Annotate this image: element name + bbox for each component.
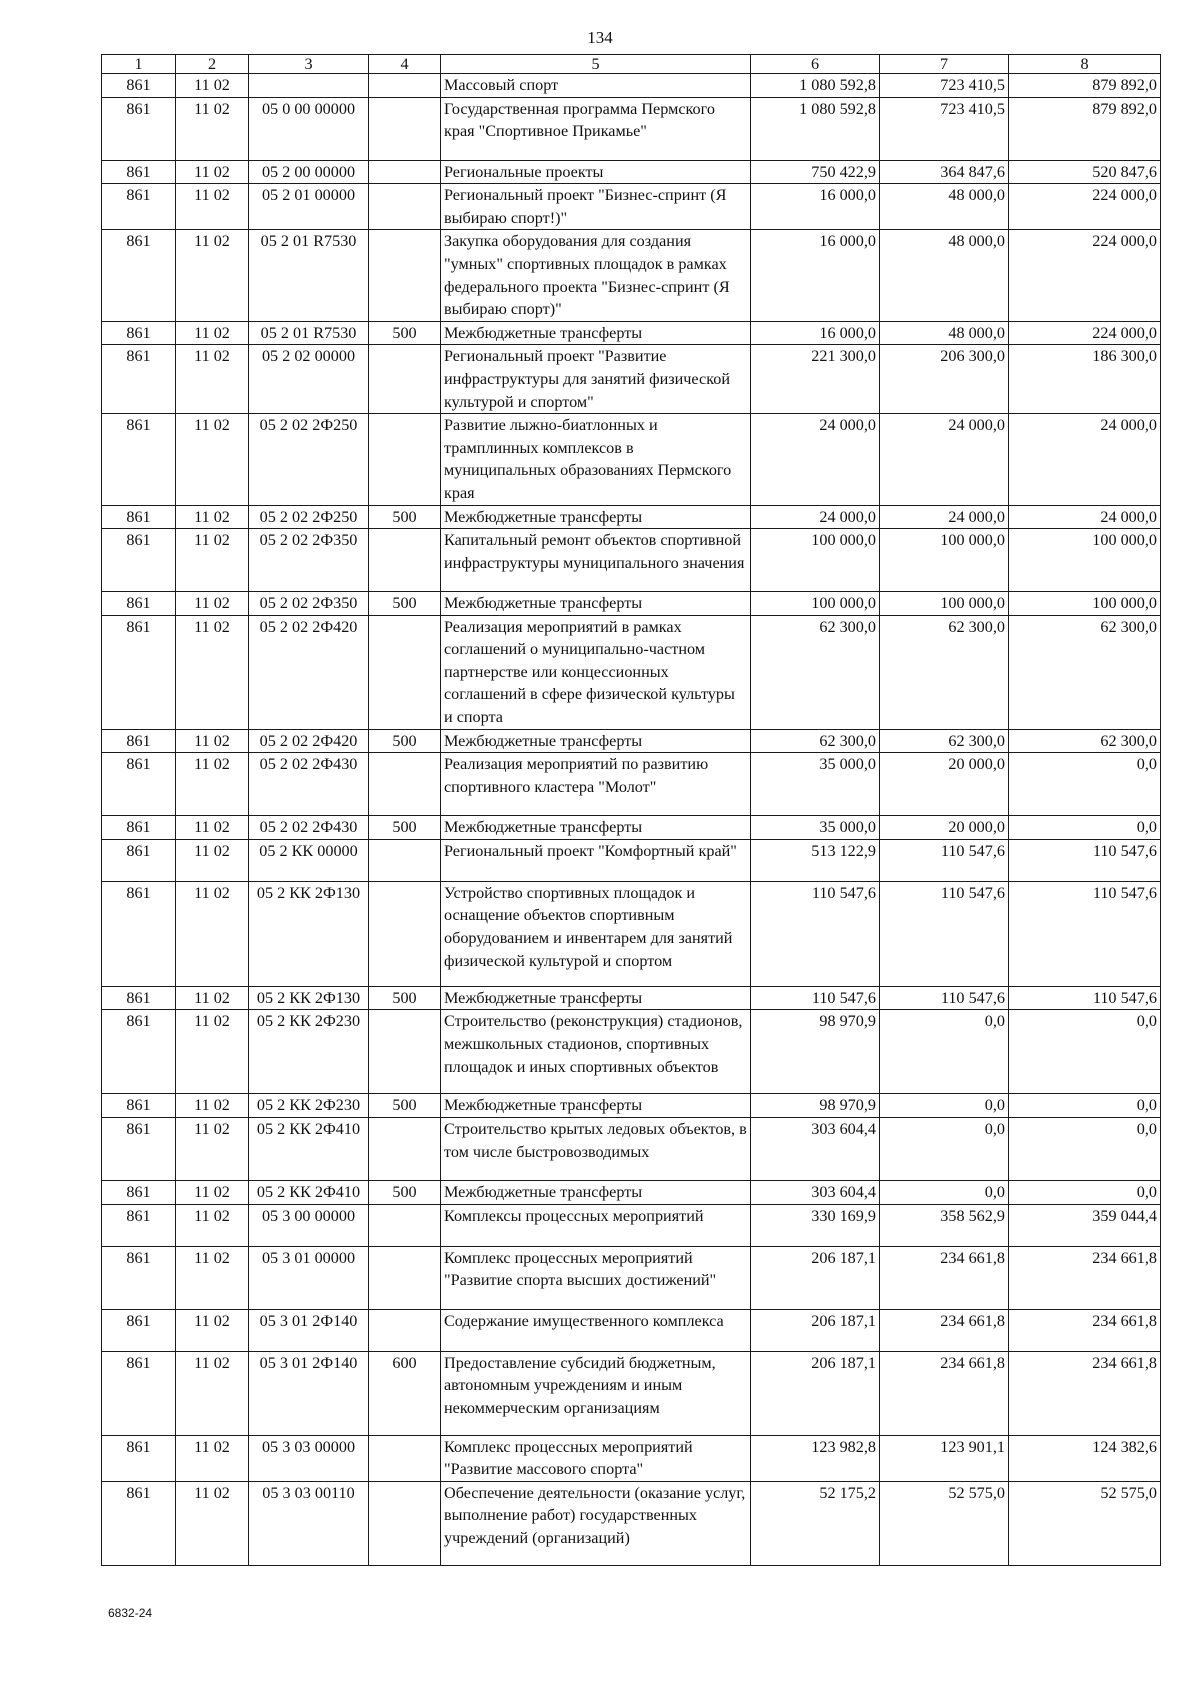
cell-expense-type xyxy=(369,414,441,505)
cell-amount-year-3: 224 000,0 xyxy=(1009,230,1161,321)
column-header-5: 5 xyxy=(441,55,751,74)
table-row xyxy=(102,986,1161,1010)
cell-amount-year-2: 234 661,8 xyxy=(880,1351,1009,1435)
cell-amount-year-2: 24 000,0 xyxy=(880,505,1009,529)
table-row xyxy=(102,414,1161,505)
cell-amount-year-1: 1 080 592,8 xyxy=(751,97,880,160)
cell-amount-year-1: 35 000,0 xyxy=(751,753,880,816)
table-row xyxy=(102,592,1161,616)
cell-expense-type xyxy=(369,1481,441,1565)
cell-amount-year-2: 234 661,8 xyxy=(880,1309,1009,1351)
table-row xyxy=(102,1118,1161,1181)
cell-amount-year-3: 234 661,8 xyxy=(1009,1309,1161,1351)
cell-amount-year-2: 100 000,0 xyxy=(880,529,1009,592)
cell-ministry-code: 861 xyxy=(102,592,176,616)
budget-table xyxy=(101,54,1161,1566)
cell-section-code: 11 02 xyxy=(176,160,249,184)
cell-section-code: 11 02 xyxy=(176,753,249,816)
cell-target-article: 05 2 02 2Ф250 xyxy=(249,414,369,505)
cell-target-article: 05 2 02 2Ф420 xyxy=(249,729,369,753)
cell-amount-year-2: 52 575,0 xyxy=(880,1481,1009,1565)
cell-amount-year-3: 62 300,0 xyxy=(1009,615,1161,729)
cell-section-code: 11 02 xyxy=(176,414,249,505)
table-row xyxy=(102,321,1161,345)
cell-description: Межбюджетные трансферты xyxy=(441,729,751,753)
cell-ministry-code: 861 xyxy=(102,97,176,160)
cell-ministry-code: 861 xyxy=(102,1181,176,1205)
cell-target-article: 05 2 КК 2Ф410 xyxy=(249,1181,369,1205)
cell-expense-type xyxy=(369,1010,441,1094)
cell-target-article: 05 3 00 00000 xyxy=(249,1204,369,1246)
cell-ministry-code: 861 xyxy=(102,1118,176,1181)
cell-section-code: 11 02 xyxy=(176,97,249,160)
cell-target-article: 05 2 01 00000 xyxy=(249,184,369,230)
cell-amount-year-2: 62 300,0 xyxy=(880,615,1009,729)
cell-ministry-code: 861 xyxy=(102,505,176,529)
cell-expense-type xyxy=(369,345,441,414)
cell-ministry-code: 861 xyxy=(102,1481,176,1565)
cell-amount-year-3: 0,0 xyxy=(1009,816,1161,840)
cell-amount-year-3: 110 547,6 xyxy=(1009,839,1161,881)
cell-amount-year-2: 24 000,0 xyxy=(880,414,1009,505)
cell-section-code: 11 02 xyxy=(176,1181,249,1205)
cell-amount-year-1: 206 187,1 xyxy=(751,1309,880,1351)
cell-amount-year-1: 100 000,0 xyxy=(751,529,880,592)
cell-amount-year-2: 62 300,0 xyxy=(880,729,1009,753)
table-row xyxy=(102,839,1161,881)
column-header-1: 1 xyxy=(102,55,176,74)
cell-target-article: 05 2 02 2Ф350 xyxy=(249,529,369,592)
table-body xyxy=(102,74,1161,1566)
cell-amount-year-1: 16 000,0 xyxy=(751,230,880,321)
cell-expense-type: 500 xyxy=(369,729,441,753)
cell-expense-type xyxy=(369,230,441,321)
cell-description: Реализация мероприятий в рамках соглашений о муниципально-частном партнерстве или концессионных соглашений в сфере физической культуры и спорта xyxy=(441,615,751,729)
cell-amount-year-1: 62 300,0 xyxy=(751,729,880,753)
cell-target-article: 05 2 КК 2Ф130 xyxy=(249,881,369,986)
cell-description: Комплекс процессных мероприятий "Развитие массового спорта" xyxy=(441,1435,751,1481)
cell-amount-year-2: 20 000,0 xyxy=(880,816,1009,840)
cell-target-article: 05 2 КК 2Ф230 xyxy=(249,1010,369,1094)
table-row xyxy=(102,1010,1161,1094)
cell-amount-year-3: 24 000,0 xyxy=(1009,505,1161,529)
cell-target-article: 05 3 01 2Ф140 xyxy=(249,1309,369,1351)
cell-expense-type xyxy=(369,97,441,160)
cell-amount-year-3: 234 661,8 xyxy=(1009,1351,1161,1435)
cell-description: Обеспечение деятельности (оказание услуг, выполнение работ) государственных учреждений (организаций) xyxy=(441,1481,751,1565)
cell-amount-year-2: 48 000,0 xyxy=(880,321,1009,345)
cell-ministry-code: 861 xyxy=(102,816,176,840)
cell-amount-year-1: 16 000,0 xyxy=(751,184,880,230)
cell-amount-year-2: 364 847,6 xyxy=(880,160,1009,184)
table-row xyxy=(102,1481,1161,1565)
cell-description: Строительство крытых ледовых объектов, в том числе быстровозводимых xyxy=(441,1118,751,1181)
cell-target-article: 05 2 01 R7530 xyxy=(249,321,369,345)
table-row xyxy=(102,729,1161,753)
cell-expense-type xyxy=(369,1118,441,1181)
cell-amount-year-1: 98 970,9 xyxy=(751,1010,880,1094)
cell-section-code: 11 02 xyxy=(176,615,249,729)
cell-amount-year-2: 110 547,6 xyxy=(880,986,1009,1010)
cell-amount-year-2: 358 562,9 xyxy=(880,1204,1009,1246)
cell-amount-year-3: 110 547,6 xyxy=(1009,986,1161,1010)
cell-description: Предоставление субсидий бюджетным, автономным учреждениям и иным некоммерческим организациям xyxy=(441,1351,751,1435)
cell-expense-type xyxy=(369,753,441,816)
cell-amount-year-1: 330 169,9 xyxy=(751,1204,880,1246)
cell-ministry-code: 861 xyxy=(102,839,176,881)
cell-expense-type xyxy=(369,1309,441,1351)
cell-section-code: 11 02 xyxy=(176,74,249,98)
cell-amount-year-1: 24 000,0 xyxy=(751,414,880,505)
page-number: 134 xyxy=(587,28,613,47)
cell-ministry-code: 861 xyxy=(102,1094,176,1118)
cell-target-article: 05 3 03 00000 xyxy=(249,1435,369,1481)
cell-description: Реализация мероприятий по развитию спортивного кластера "Молот" xyxy=(441,753,751,816)
cell-amount-year-2: 20 000,0 xyxy=(880,753,1009,816)
cell-section-code: 11 02 xyxy=(176,321,249,345)
cell-expense-type: 500 xyxy=(369,505,441,529)
cell-amount-year-1: 1 080 592,8 xyxy=(751,74,880,98)
cell-description: Межбюджетные трансферты xyxy=(441,321,751,345)
cell-amount-year-1: 221 300,0 xyxy=(751,345,880,414)
table-row xyxy=(102,230,1161,321)
column-header-7: 7 xyxy=(880,55,1009,74)
cell-expense-type: 500 xyxy=(369,986,441,1010)
table-row xyxy=(102,1351,1161,1435)
cell-amount-year-3: 24 000,0 xyxy=(1009,414,1161,505)
cell-ministry-code: 861 xyxy=(102,1435,176,1481)
cell-target-article: 05 2 02 00000 xyxy=(249,345,369,414)
cell-amount-year-3: 520 847,6 xyxy=(1009,160,1161,184)
cell-section-code: 11 02 xyxy=(176,986,249,1010)
header-row xyxy=(102,55,1161,74)
cell-amount-year-2: 100 000,0 xyxy=(880,592,1009,616)
table-row xyxy=(102,345,1161,414)
cell-amount-year-1: 16 000,0 xyxy=(751,321,880,345)
cell-amount-year-1: 206 187,1 xyxy=(751,1351,880,1435)
cell-expense-type xyxy=(369,184,441,230)
column-header-2: 2 xyxy=(176,55,249,74)
cell-target-article: 05 2 00 00000 xyxy=(249,160,369,184)
cell-expense-type xyxy=(369,160,441,184)
cell-amount-year-2: 0,0 xyxy=(880,1181,1009,1205)
cell-target-article: 05 3 01 2Ф140 xyxy=(249,1351,369,1435)
cell-expense-type: 500 xyxy=(369,592,441,616)
cell-description: Развитие лыжно-биатлонных и трамплинных комплексов в муниципальных образованиях Пермского края xyxy=(441,414,751,505)
cell-amount-year-3: 879 892,0 xyxy=(1009,97,1161,160)
cell-ministry-code: 861 xyxy=(102,1351,176,1435)
cell-section-code: 11 02 xyxy=(176,1435,249,1481)
table-row xyxy=(102,1246,1161,1309)
table-row xyxy=(102,816,1161,840)
cell-amount-year-2: 48 000,0 xyxy=(880,230,1009,321)
cell-description: Государственная программа Пермского края "Спортивное Прикамье" xyxy=(441,97,751,160)
cell-amount-year-3: 124 382,6 xyxy=(1009,1435,1161,1481)
cell-section-code: 11 02 xyxy=(176,184,249,230)
cell-amount-year-1: 24 000,0 xyxy=(751,505,880,529)
table-row xyxy=(102,97,1161,160)
cell-description: Закупка оборудования для создания "умных" спортивных площадок в рамках федерального проекта "Бизнес-спринт (Я выбираю спорт)" xyxy=(441,230,751,321)
cell-expense-type: 500 xyxy=(369,321,441,345)
table-row xyxy=(102,1435,1161,1481)
cell-section-code: 11 02 xyxy=(176,729,249,753)
cell-amount-year-3: 359 044,4 xyxy=(1009,1204,1161,1246)
cell-description: Массовый спорт xyxy=(441,74,751,98)
cell-amount-year-1: 110 547,6 xyxy=(751,986,880,1010)
cell-amount-year-3: 224 000,0 xyxy=(1009,184,1161,230)
cell-description: Межбюджетные трансферты xyxy=(441,1181,751,1205)
table-row xyxy=(102,160,1161,184)
cell-ministry-code: 861 xyxy=(102,321,176,345)
cell-target-article: 05 2 02 2Ф350 xyxy=(249,592,369,616)
cell-amount-year-2: 48 000,0 xyxy=(880,184,1009,230)
table-row xyxy=(102,1181,1161,1205)
cell-ministry-code: 861 xyxy=(102,1010,176,1094)
cell-amount-year-1: 100 000,0 xyxy=(751,592,880,616)
table-row xyxy=(102,1309,1161,1351)
cell-amount-year-2: 723 410,5 xyxy=(880,97,1009,160)
cell-section-code: 11 02 xyxy=(176,839,249,881)
cell-expense-type xyxy=(369,529,441,592)
cell-amount-year-1: 98 970,9 xyxy=(751,1094,880,1118)
cell-amount-year-2: 206 300,0 xyxy=(880,345,1009,414)
cell-section-code: 11 02 xyxy=(176,345,249,414)
table-row xyxy=(102,529,1161,592)
cell-amount-year-2: 123 901,1 xyxy=(880,1435,1009,1481)
cell-section-code: 11 02 xyxy=(176,592,249,616)
cell-section-code: 11 02 xyxy=(176,1351,249,1435)
cell-description: Комплексы процессных мероприятий xyxy=(441,1204,751,1246)
cell-description: Региональный проект "Комфортный край" xyxy=(441,839,751,881)
cell-ministry-code: 861 xyxy=(102,615,176,729)
cell-target-article: 05 2 КК 2Ф130 xyxy=(249,986,369,1010)
cell-target-article: 05 2 КК 2Ф410 xyxy=(249,1118,369,1181)
cell-amount-year-2: 0,0 xyxy=(880,1094,1009,1118)
cell-expense-type: 500 xyxy=(369,816,441,840)
cell-expense-type xyxy=(369,1204,441,1246)
document-code: 6832-24 xyxy=(108,1606,153,1620)
cell-description: Межбюджетные трансферты xyxy=(441,1094,751,1118)
cell-ministry-code: 861 xyxy=(102,230,176,321)
cell-amount-year-2: 110 547,6 xyxy=(880,839,1009,881)
cell-amount-year-3: 234 661,8 xyxy=(1009,1246,1161,1309)
cell-section-code: 11 02 xyxy=(176,881,249,986)
table-row xyxy=(102,1094,1161,1118)
cell-target-article xyxy=(249,74,369,98)
cell-target-article: 05 2 КК 00000 xyxy=(249,839,369,881)
cell-ministry-code: 861 xyxy=(102,184,176,230)
cell-section-code: 11 02 xyxy=(176,1094,249,1118)
cell-description: Устройство спортивных площадок и оснащение объектов спортивным оборудованием и инвентарем для занятий физической культурой и спортом xyxy=(441,881,751,986)
cell-expense-type xyxy=(369,74,441,98)
cell-amount-year-1: 303 604,4 xyxy=(751,1118,880,1181)
cell-target-article: 05 2 01 R7530 xyxy=(249,230,369,321)
cell-expense-type xyxy=(369,1435,441,1481)
cell-description: Капитальный ремонт объектов спортивной инфраструктуры муниципального значения xyxy=(441,529,751,592)
cell-description: Межбюджетные трансферты xyxy=(441,505,751,529)
cell-expense-type: 500 xyxy=(369,1181,441,1205)
cell-amount-year-3: 100 000,0 xyxy=(1009,529,1161,592)
cell-ministry-code: 861 xyxy=(102,1309,176,1351)
cell-target-article: 05 2 02 2Ф430 xyxy=(249,816,369,840)
column-header-3: 3 xyxy=(249,55,369,74)
cell-amount-year-1: 110 547,6 xyxy=(751,881,880,986)
cell-expense-type: 600 xyxy=(369,1351,441,1435)
cell-amount-year-3: 224 000,0 xyxy=(1009,321,1161,345)
cell-section-code: 11 02 xyxy=(176,816,249,840)
table-row xyxy=(102,1204,1161,1246)
cell-description: Региональный проект "Развитие инфраструктуры для занятий физической культурой и спортом" xyxy=(441,345,751,414)
cell-ministry-code: 861 xyxy=(102,753,176,816)
cell-amount-year-1: 123 982,8 xyxy=(751,1435,880,1481)
cell-ministry-code: 861 xyxy=(102,345,176,414)
cell-section-code: 11 02 xyxy=(176,505,249,529)
cell-description: Содержание имущественного комплекса xyxy=(441,1309,751,1351)
cell-amount-year-1: 750 422,9 xyxy=(751,160,880,184)
table-row xyxy=(102,74,1161,98)
cell-amount-year-3: 879 892,0 xyxy=(1009,74,1161,98)
cell-amount-year-2: 723 410,5 xyxy=(880,74,1009,98)
cell-target-article: 05 2 КК 2Ф230 xyxy=(249,1094,369,1118)
cell-ministry-code: 861 xyxy=(102,729,176,753)
cell-expense-type xyxy=(369,1246,441,1309)
cell-section-code: 11 02 xyxy=(176,1204,249,1246)
cell-amount-year-3: 62 300,0 xyxy=(1009,729,1161,753)
cell-target-article: 05 2 02 2Ф430 xyxy=(249,753,369,816)
cell-target-article: 05 2 02 2Ф420 xyxy=(249,615,369,729)
cell-section-code: 11 02 xyxy=(176,529,249,592)
cell-amount-year-2: 110 547,6 xyxy=(880,881,1009,986)
cell-amount-year-3: 0,0 xyxy=(1009,1181,1161,1205)
cell-amount-year-3: 110 547,6 xyxy=(1009,881,1161,986)
cell-ministry-code: 861 xyxy=(102,986,176,1010)
cell-expense-type: 500 xyxy=(369,1094,441,1118)
cell-ministry-code: 861 xyxy=(102,74,176,98)
cell-target-article: 05 3 01 00000 xyxy=(249,1246,369,1309)
cell-target-article: 05 3 03 00110 xyxy=(249,1481,369,1565)
cell-ministry-code: 861 xyxy=(102,160,176,184)
cell-amount-year-3: 0,0 xyxy=(1009,1010,1161,1094)
cell-amount-year-3: 0,0 xyxy=(1009,1118,1161,1181)
cell-description: Региональные проекты xyxy=(441,160,751,184)
cell-description: Региональный проект "Бизнес-спринт (Я выбираю спорт!)" xyxy=(441,184,751,230)
cell-amount-year-1: 206 187,1 xyxy=(751,1246,880,1309)
table-row xyxy=(102,615,1161,729)
table-row xyxy=(102,184,1161,230)
cell-section-code: 11 02 xyxy=(176,1481,249,1565)
cell-expense-type xyxy=(369,881,441,986)
cell-ministry-code: 861 xyxy=(102,1204,176,1246)
cell-ministry-code: 861 xyxy=(102,529,176,592)
cell-section-code: 11 02 xyxy=(176,1309,249,1351)
cell-amount-year-3: 186 300,0 xyxy=(1009,345,1161,414)
cell-amount-year-3: 52 575,0 xyxy=(1009,1481,1161,1565)
table-header xyxy=(102,55,1161,74)
cell-description: Строительство (реконструкция) стадионов, межшкольных стадионов, спортивных площадок и иных спортивных объектов xyxy=(441,1010,751,1094)
column-header-8: 8 xyxy=(1009,55,1161,74)
cell-expense-type xyxy=(369,839,441,881)
cell-section-code: 11 02 xyxy=(176,1118,249,1181)
cell-amount-year-2: 234 661,8 xyxy=(880,1246,1009,1309)
cell-amount-year-1: 35 000,0 xyxy=(751,816,880,840)
cell-ministry-code: 861 xyxy=(102,414,176,505)
table-row xyxy=(102,881,1161,986)
table-row xyxy=(102,505,1161,529)
cell-amount-year-2: 0,0 xyxy=(880,1010,1009,1094)
column-header-4: 4 xyxy=(369,55,441,74)
cell-target-article: 05 2 02 2Ф250 xyxy=(249,505,369,529)
cell-amount-year-3: 0,0 xyxy=(1009,1094,1161,1118)
cell-amount-year-1: 52 175,2 xyxy=(751,1481,880,1565)
cell-amount-year-1: 62 300,0 xyxy=(751,615,880,729)
cell-description: Межбюджетные трансферты xyxy=(441,986,751,1010)
column-header-6: 6 xyxy=(751,55,880,74)
cell-description: Межбюджетные трансферты xyxy=(441,816,751,840)
cell-target-article: 05 0 00 00000 xyxy=(249,97,369,160)
table-row xyxy=(102,753,1161,816)
cell-section-code: 11 02 xyxy=(176,1010,249,1094)
cell-expense-type xyxy=(369,615,441,729)
cell-section-code: 11 02 xyxy=(176,230,249,321)
cell-amount-year-2: 0,0 xyxy=(880,1118,1009,1181)
cell-section-code: 11 02 xyxy=(176,1246,249,1309)
cell-ministry-code: 861 xyxy=(102,881,176,986)
cell-amount-year-3: 0,0 xyxy=(1009,753,1161,816)
cell-description: Межбюджетные трансферты xyxy=(441,592,751,616)
cell-amount-year-1: 513 122,9 xyxy=(751,839,880,881)
cell-amount-year-1: 303 604,4 xyxy=(751,1181,880,1205)
cell-description: Комплекс процессных мероприятий "Развитие спорта высших достижений" xyxy=(441,1246,751,1309)
cell-ministry-code: 861 xyxy=(102,1246,176,1309)
cell-amount-year-3: 100 000,0 xyxy=(1009,592,1161,616)
